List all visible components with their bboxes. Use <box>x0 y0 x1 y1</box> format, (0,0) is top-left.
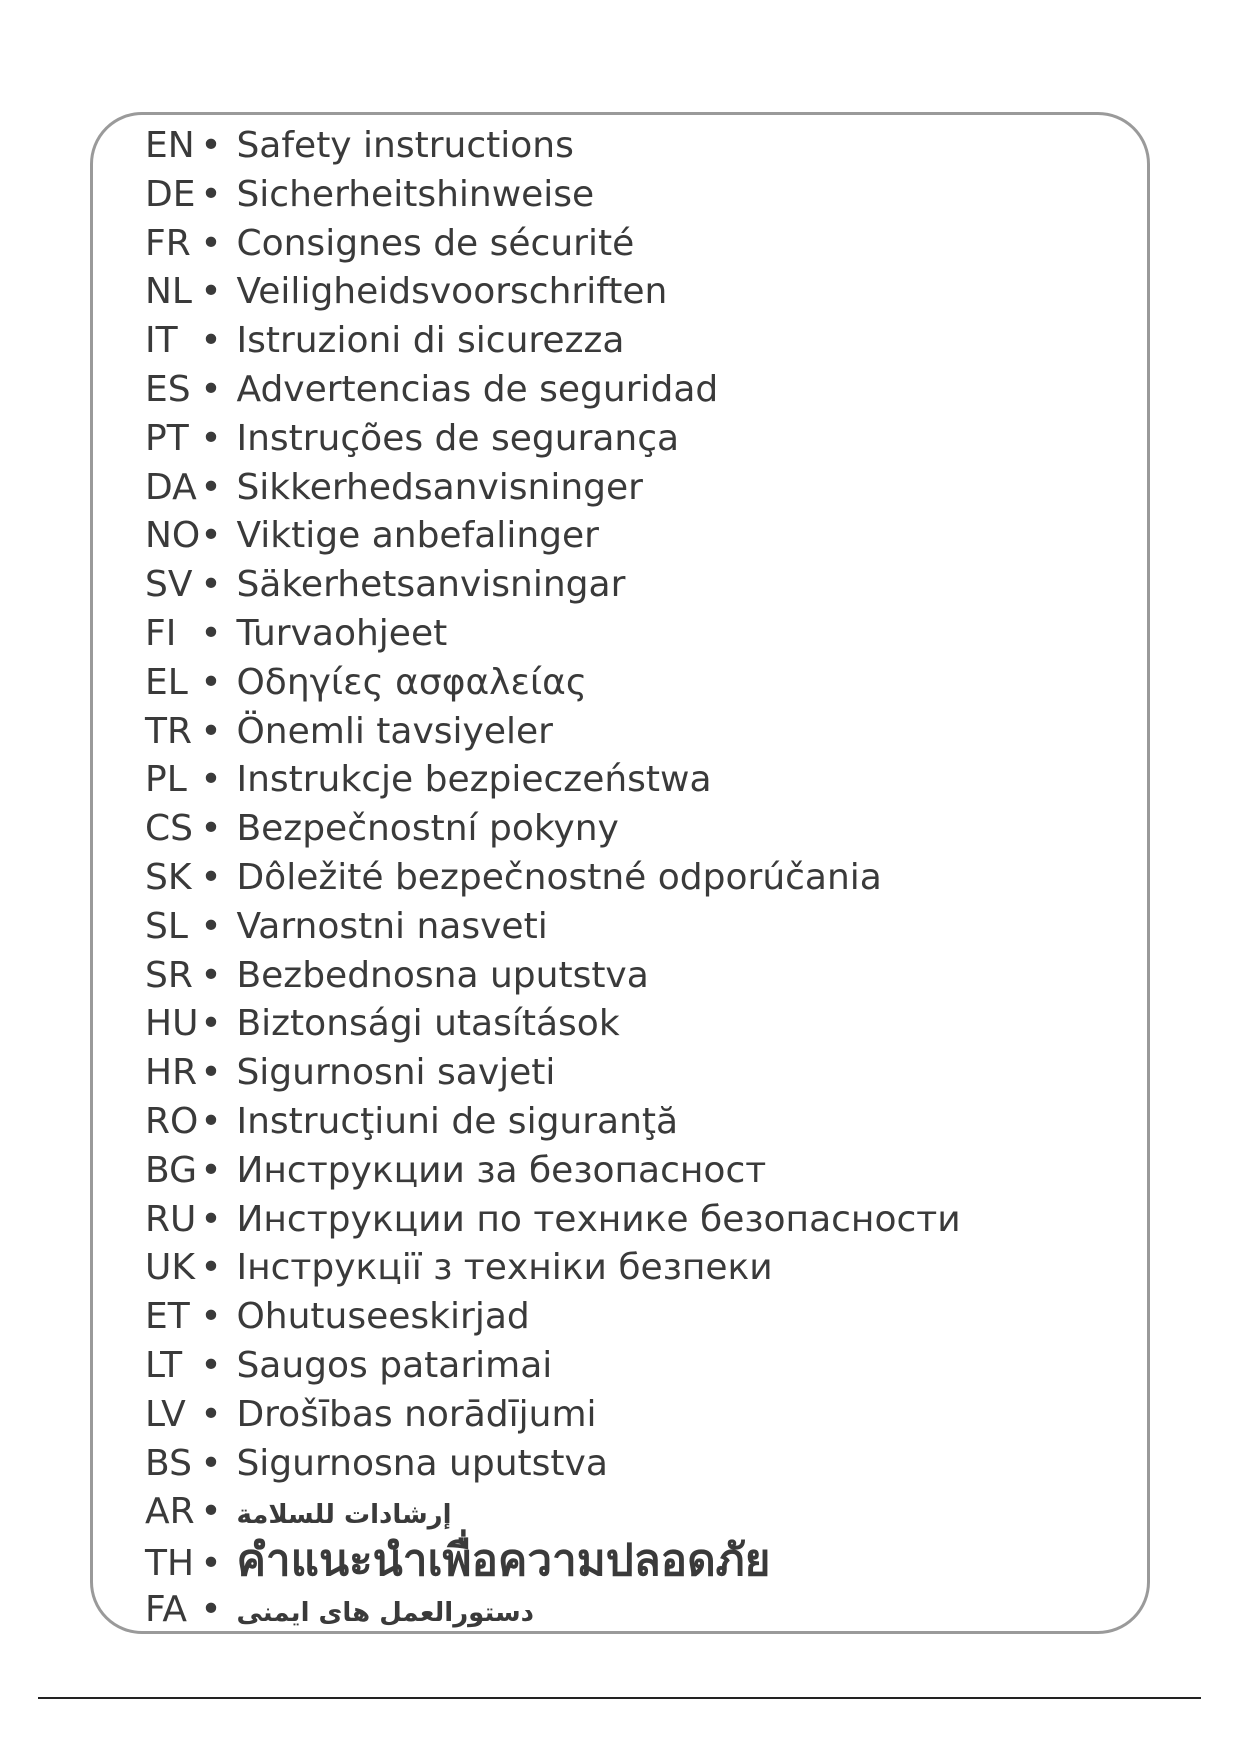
safety-instructions-language-list <box>145 122 961 1635</box>
list-item-ru <box>145 1196 961 1245</box>
list-item-el <box>145 659 961 708</box>
safety-title: Veiligheidsvoorschriften <box>236 271 668 313</box>
bullet-separator: • <box>200 759 222 801</box>
bullet-separator: • <box>200 125 222 166</box>
safety-title: Istruzioni di sicurezza <box>236 320 625 362</box>
bullet-separator: • <box>200 954 222 996</box>
bullet-separator: • <box>200 1442 222 1484</box>
language-code: DE <box>145 173 196 215</box>
language-code: SK <box>145 856 192 898</box>
safety-title: Sigurnosna uputstva <box>236 1442 608 1484</box>
language-code: FR <box>145 222 191 264</box>
safety-title: Инструкции за безопасност <box>236 1149 767 1191</box>
list-item-lt <box>145 1342 961 1391</box>
language-code: ET <box>145 1296 190 1338</box>
bullet-separator: • <box>200 1491 222 1533</box>
list-item-lv <box>145 1391 961 1440</box>
safety-title: คำแนะนำเพื่อความปลอดภัย <box>236 1535 771 1587</box>
list-item-uk <box>145 1244 961 1293</box>
list-item-hr <box>145 1049 961 1098</box>
bullet-separator: • <box>200 1198 222 1240</box>
list-item-bg <box>145 1147 961 1196</box>
language-code: CS <box>145 808 193 850</box>
language-code: LV <box>145 1393 186 1435</box>
language-code: NL <box>145 271 192 313</box>
bullet-separator: • <box>200 1149 222 1191</box>
language-code: EL <box>145 661 188 703</box>
list-item-tr <box>145 708 961 757</box>
list-item-en <box>145 122 961 171</box>
list-item-et <box>145 1293 961 1342</box>
bullet-separator: • <box>200 417 222 459</box>
safety-title: Instrukcje bezpieczeństwa <box>236 759 712 801</box>
safety-title: Bezpečnostní pokyny <box>236 808 619 850</box>
safety-title: Instruções de segurança <box>236 417 680 459</box>
safety-title: Önemli tavsiyeler <box>236 710 553 752</box>
safety-title: Dôležité bezpečnostné odporúčania <box>236 856 882 898</box>
list-item-sv <box>145 561 961 610</box>
language-code: HU <box>145 1003 199 1045</box>
bullet-separator: • <box>200 222 222 264</box>
list-item-it <box>145 317 961 366</box>
list-item-nl <box>145 268 961 317</box>
bullet-separator: • <box>200 661 222 703</box>
safety-title: Инструкции по технике безопасности <box>236 1198 961 1240</box>
safety-title: إرشادات للسلامة <box>236 1500 452 1531</box>
language-code: FA <box>145 1588 188 1630</box>
bullet-separator: • <box>200 173 222 215</box>
bullet-separator: • <box>200 1393 222 1435</box>
bullet-separator: • <box>200 466 222 508</box>
list-item-fi <box>145 610 961 659</box>
safety-title: Safety instructions <box>236 125 574 166</box>
bullet-separator: • <box>200 808 222 850</box>
bullet-separator: • <box>200 1247 222 1289</box>
language-code: DA <box>145 466 197 508</box>
safety-title: Οδηγίες ασφαλείας <box>236 661 587 703</box>
safety-title: Saugos patarimai <box>236 1344 553 1386</box>
bullet-separator: • <box>200 1100 222 1142</box>
language-code: RU <box>145 1198 197 1240</box>
safety-title: Viktige anbefalinger <box>236 515 599 557</box>
language-code: BG <box>145 1149 197 1191</box>
bullet-separator: • <box>200 710 222 752</box>
safety-title: Consignes de sécurité <box>236 222 635 264</box>
bullet-separator: • <box>200 1003 222 1045</box>
bullet-separator: • <box>200 368 222 410</box>
list-item-da <box>145 464 961 513</box>
safety-title: Advertencias de seguridad <box>236 368 719 410</box>
list-item-no <box>145 512 961 561</box>
safety-title: Varnostni nasveti <box>236 905 548 947</box>
bullet-separator: • <box>200 1052 222 1094</box>
bullet-separator: • <box>200 1344 222 1386</box>
language-code: FI <box>145 612 177 654</box>
list-item-cs <box>145 805 961 854</box>
bullet-separator: • <box>200 515 222 557</box>
safety-title: دستورالعمل های ایمنی <box>236 1597 534 1628</box>
language-code: UK <box>145 1247 195 1289</box>
language-code: TR <box>145 710 193 752</box>
bullet-separator: • <box>200 1588 222 1630</box>
list-item-de <box>145 171 961 220</box>
safety-title: Bezbednosna uputstva <box>236 954 649 996</box>
bullet-separator: • <box>200 905 222 947</box>
language-code: AR <box>145 1491 195 1533</box>
list-item-fa <box>145 1586 961 1635</box>
safety-title: Turvaohjeet <box>236 612 448 654</box>
language-code: PT <box>145 417 189 459</box>
list-item-ro <box>145 1098 961 1147</box>
list-item-ar <box>145 1488 961 1537</box>
list-item-sl <box>145 903 961 952</box>
safety-title: Säkerhetsanvisningar <box>236 564 626 606</box>
list-item-pt <box>145 415 961 464</box>
language-code: ES <box>145 368 191 410</box>
bullet-separator: • <box>200 564 222 606</box>
language-code: NO <box>145 515 201 557</box>
language-code: EN <box>145 125 195 166</box>
safety-title: Інструкції з техніки безпеки <box>236 1247 773 1289</box>
list-item-bs <box>145 1440 961 1489</box>
footer-divider <box>38 1697 1201 1699</box>
language-code: SL <box>145 905 188 947</box>
language-code: SR <box>145 954 193 996</box>
bullet-separator: • <box>200 856 222 898</box>
bullet-separator: • <box>200 1296 222 1338</box>
bullet-separator: • <box>200 320 222 362</box>
bullet-separator: • <box>200 612 222 654</box>
list-item-fr <box>145 220 961 269</box>
list-item-sk <box>145 854 961 903</box>
bullet-separator: • <box>200 271 222 313</box>
safety-title: Biztonsági utasítások <box>236 1003 620 1045</box>
list-item-sr <box>145 952 961 1001</box>
language-code: PL <box>145 759 187 801</box>
language-code: LT <box>145 1344 183 1386</box>
language-code: TH <box>145 1543 195 1585</box>
safety-title: Instrucţiuni de siguranţă <box>236 1100 679 1142</box>
list-item-es <box>145 366 961 415</box>
bullet-separator: • <box>200 1543 222 1585</box>
language-code: HR <box>145 1052 198 1094</box>
safety-title: Sigurnosni savjeti <box>236 1052 556 1094</box>
safety-title: Ohutuseeskirjad <box>236 1296 530 1338</box>
language-code: RO <box>145 1100 199 1142</box>
safety-title: Drošības norādījumi <box>236 1393 597 1435</box>
list-item-hu <box>145 1000 961 1049</box>
language-code: SV <box>145 564 193 606</box>
language-code: IT <box>145 320 178 362</box>
list-item-pl <box>145 756 961 805</box>
safety-title: Sicherheitshinweise <box>236 173 595 215</box>
language-code: BS <box>145 1442 192 1484</box>
list-item-th <box>145 1537 961 1586</box>
safety-title: Sikkerhedsanvisninger <box>236 466 643 508</box>
